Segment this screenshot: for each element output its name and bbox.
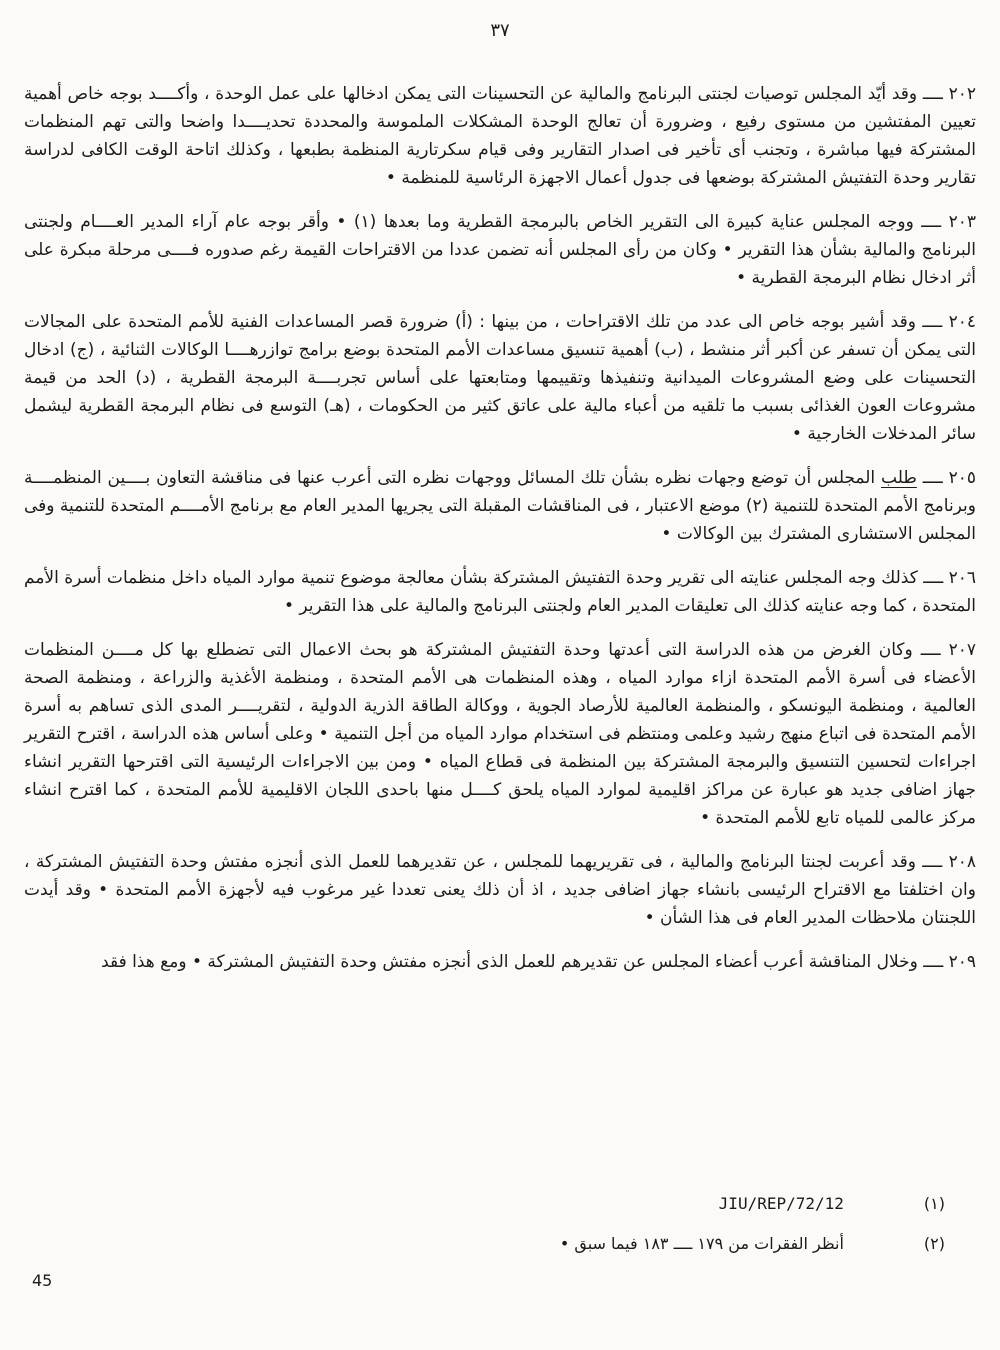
footnote-1 — [560, 1192, 945, 1216]
paragraph-204 — [24, 308, 976, 448]
paragraph-text: وقد أشير بوجه خاص الى عدد من تلك الاقتراحات ، من بينها : (أ) ضرورة قصر المساعدات الفنية للأمم المتحدة على المجالات التى يمكن أن تسفر عن أكبر أثر منشط ، (ب) أهمية تنسيق مساعدات الأمم المتحدة بوضع برامج توازرهــــا الوكالات الثنائية ، (ج) ادخال التحسينات على وضع المشروعات الميدانية وتنفيذها وتقييمها ومتابعتها على أساس تجربــــة البرمجة القطرية ، (د) الحد من قيمة مشروعات العون الغذائى بسبب ما تلقيه من أعباء مالية على عاتق كثير من الحكومات ، (هـ) التوسع فى نظام البرمجة القطرية ليشمل سائر المدخلات الخارجية • — [24, 312, 976, 444]
paragraph-209 — [24, 948, 976, 976]
paragraph-number: ٢٠٢ ــــ — [922, 84, 976, 104]
footnote-2 — [560, 1232, 945, 1256]
paragraph-text: وكان الغرض من هذه الدراسة التى أعدتها وحدة التفتيش المشتركة هو بحث الاعمال التى تضطلع بها كل مــــن المنظمات الأعضاء فى أسرة الأمم المتحدة ازاء موارد المياه ، وهذه المنظمات هى الأمم المتحدة ، ومنظمة الأغذية والزراعة ، ومنظمة الصحة العالمية ، ومنظمة اليونسكو ، والمنظمة العالمية للأرصاد الجوية ، ووكالة الطاقة الذرية الدولية ، لتقريــــر المدى الذى تساهم به أسرة الأمم المتحدة فى اتباع منهج رشيد وعلمى ومنتظم فى استخدام موارد المياه من أجل التنمية • وعلى أساس هذه الدراسة ، اقترح التقرير اجراءات لتحسين التنسيق والبرمجة المشتركة بين المنظمة فى قطاع المياه • ومن بين الاجراءات الرئيسية التى اقترحها التقرير انشاء جهاز اضافى جديد هو عبارة عن مراكز اقليمية لموارد المياه يلحق كــــل منها باحدى اللجان الاقليمية للأمم المتحدة ، كما اقترح انشاء مركز عالمى للمياه تابع للأمم المتحدة • — [24, 640, 976, 828]
paragraph-number: ٢٠٨ ــــ — [922, 852, 977, 872]
paragraph-206 — [24, 564, 976, 620]
page-number-bottom: 45 — [32, 1271, 53, 1290]
paragraph-207 — [24, 636, 976, 832]
paragraph-202 — [24, 80, 976, 192]
paragraph-205 — [24, 464, 976, 548]
paragraph-text: كذلك وجه المجلس عنايته الى تقرير وحدة التفتيش المشتركة بشأن معالجة موضوع تنمية موارد المياه داخل منظمات أسرة الأمم المتحدة ، كما وجه عنايته كذلك الى تعليقات المدير العام ولجنتى البرنامج والمالية على هذا التقرير • — [24, 568, 976, 616]
footnote-marker: (١) — [923, 1194, 945, 1213]
paragraph-text: وقد أيّد المجلس توصيات لجنتى البرنامج والمالية عن التحسينات التى يمكن ادخالها على عمل الوحدة ، وأكــــد بوجه خاص أهمية تعيين المفتشين من مستوى رفيع ، وضرورة أن تعالج الوحدة المشكلات الملموسة والمحددة تحديــــدا واضحا والتى تهم المنظمات المشتركة فيها مباشرة ، وتجنب أى تأخير فى اصدار التقارير وفى قيام سكرتارية المنظمة بطبعها ، وكذلك اتاحة الوقت الكافى لدراسة تقارير وحدة التفتيش المشتركة بوضعها فى جدول أعمال الاجهزة الرئاسية للمنظمة • — [24, 84, 976, 188]
paragraph-number: ٢٠٣ ــــ — [921, 212, 976, 232]
document-body — [24, 80, 976, 992]
paragraph-text: وخلال المناقشة أعرب أعضاء المجلس عن تقديرهم للعمل الذى أنجزه مفتش وحدة التفتيش المشتركة • ومع هذا فقد — [101, 952, 918, 972]
paragraph-208 — [24, 848, 976, 932]
paragraph-number: ٢٠٥ ــــ — [922, 468, 977, 488]
footnotes — [560, 1192, 945, 1272]
footnote-text: أنظر الفقرات من ١٧٩ ــــ ١٨٣ فيما سبق • — [559, 1234, 844, 1253]
paragraph-number: ٢٠٩ ــــ — [923, 952, 976, 972]
paragraph-text: المجلس أن توضع وجهات نظره بشأن تلك المسائل ووجهات نظره التى أعرب عنها فى مناقشة التعاون بــــين المنظمــــة وبرنامج الأمم المتحدة للتنمية (٢) موضع الاعتبار ، فى المناقشات المقبلة التى يجريها المدير العام مع برنامج الأمــــم المتحدة للتنمية وفى المجلس الاستشارى المشترك بين الوكالات • — [24, 468, 976, 544]
page-number-top: ٣٧ — [490, 20, 510, 41]
paragraph-number: ٢٠٦ ــــ — [923, 568, 977, 588]
footnote-marker: (٢) — [923, 1234, 945, 1253]
footnote-text: JIU/REP/72/12 — [718, 1194, 844, 1213]
paragraph-number: ٢٠٧ ــــ — [920, 640, 976, 660]
paragraph-number: ٢٠٤ ــــ — [922, 312, 977, 332]
paragraph-text: وقد أعربت لجنتا البرنامج والمالية ، فى تقريريهما للمجلس ، عن تقديرهما للعمل الذى أنجزه مفتش وحدة التفتيش المشتركة ، وان اختلفتا مع الاقتراح الرئيسى بانشاء جهاز اضافى جديد ، اذ أن ذلك يعنى تعددا غير مرغوب فيه لأجهزة الأمم المتحدة • وقد أيدت اللجنتان ملاحظات المدير العام فى هذا الشأن • — [24, 852, 976, 928]
paragraph-203 — [24, 208, 976, 292]
paragraph-lead-underlined: طلب — [881, 468, 917, 488]
paragraph-text: ووجه المجلس عناية كبيرة الى التقرير الخاص بالبرمجة القطرية وما بعدها (١) • وأقر بوجه عام آراء المدير العــــام ولجنتى البرنامج والمالية بشأن هذا التقرير • وكان من رأى المجلس أنه تضمن عددا من الاقتراحات القيمة رغم صدوره فــــى مرحلة مبكرة على أثر ادخال نظام البرمجة القطرية • — [24, 212, 976, 288]
